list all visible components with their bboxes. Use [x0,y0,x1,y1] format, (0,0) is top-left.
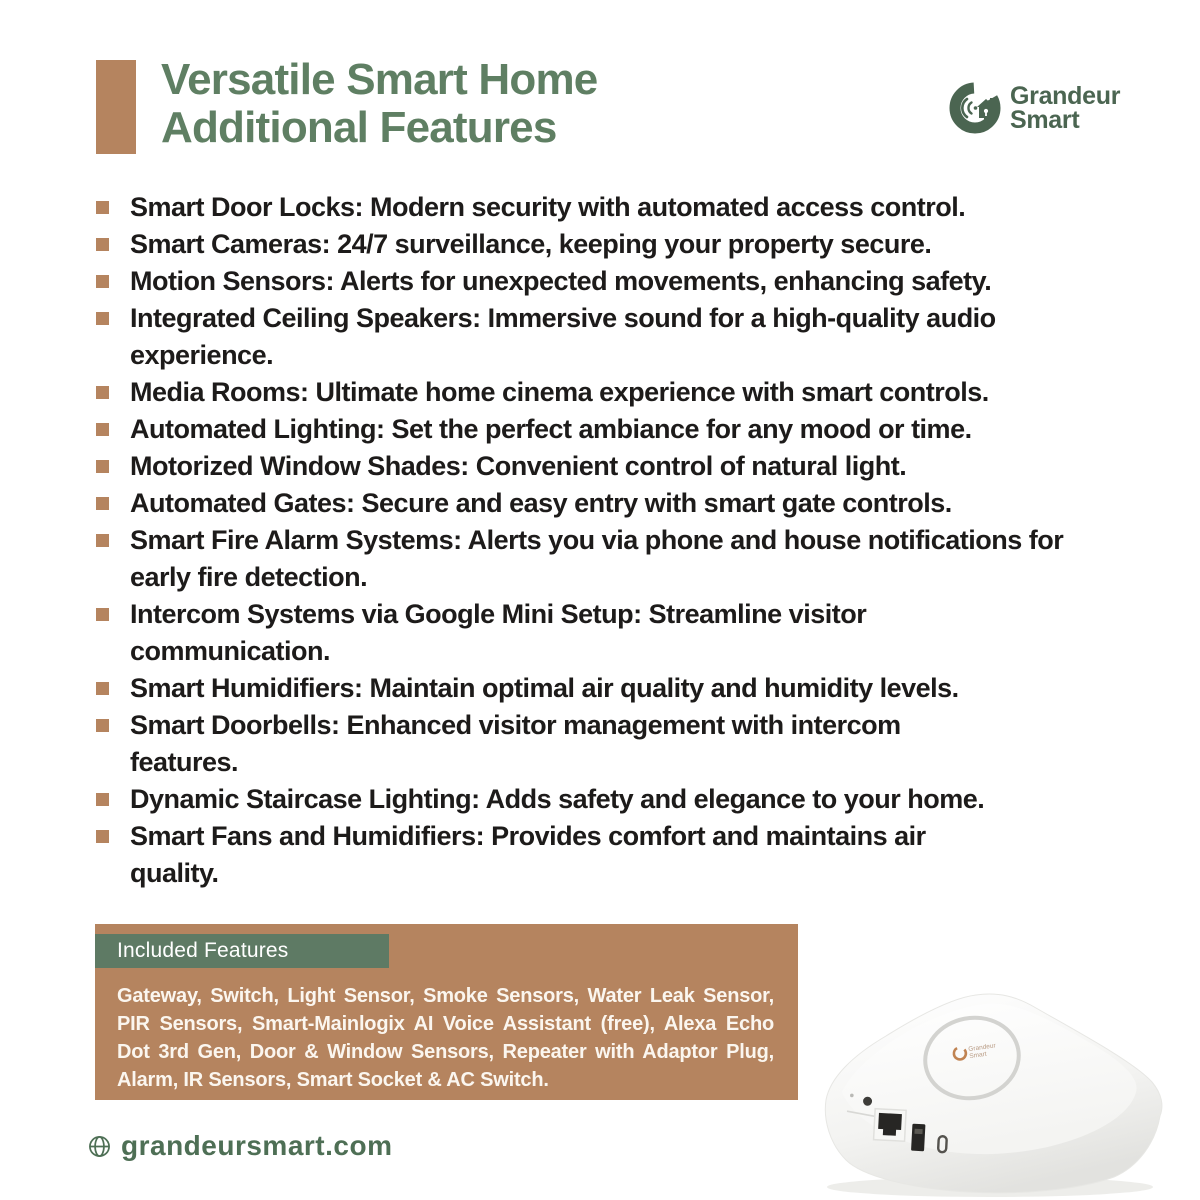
feature-item [96,300,1116,374]
feature-text: Smart Humidifiers: Maintain optimal air quality and humidity levels. [130,673,959,703]
page-title-line1: Versatile Smart Home [161,55,598,104]
bullet-square-icon [96,238,109,251]
bullet-square-icon [96,312,109,325]
included-features-text: Gateway, Switch, Light Sensor, Smoke Sensors, Water Leak Sensor, PIR Sensors, Smart-Mainlogix AI Voice Assistant (free), Alexa Echo Dot 3rd Gen, Door & Window Sensors, Repeater with Adaptor Plug, Alarm, IR Sensors, Smart Socket & AC Switch. [117,985,774,1091]
house-icon [977,98,995,118]
features-list [96,189,1116,892]
bullet-square-icon [96,608,109,621]
feature-text: Smart Doorbells: Enhanced visitor management with intercom features. [130,710,901,777]
included-features-box [95,924,798,1100]
footer [88,1130,392,1162]
feature-text: Automated Gates: Secure and easy entry with smart gate controls. [130,488,952,518]
feature-item [96,189,1116,226]
globe-icon [88,1135,111,1158]
page-title-line2: Additional Features [161,103,557,152]
feature-item [96,818,1016,892]
title-accent-bar [96,60,136,154]
feature-text: Smart Door Locks: Modern security with automated access control. [130,192,966,222]
smart-hub-product-image [800,982,1180,1200]
feature-text: Media Rooms: Ultimate home cinema experience with smart controls. [130,377,989,407]
bullet-square-icon [96,793,109,806]
feature-item [96,596,1056,670]
feature-text: Intercom Systems via Google Mini Setup: Streamline visitor communication. [130,599,867,666]
brand-name [1010,84,1120,132]
feature-item [96,485,1116,522]
feature-item [96,411,1116,448]
ethernet-port-icon [874,1109,907,1142]
feature-text: Integrated Ceiling Speakers: Immersive sound for a high-quality audio experience. [130,303,996,370]
feature-text: Dynamic Staircase Lighting: Adds safety and elegance to your home. [130,784,985,814]
feature-item [96,448,1116,485]
bullet-square-icon [96,534,109,547]
feature-item [96,522,1096,596]
website-link: grandeursmart.com [121,1130,393,1161]
feature-text: Automated Lighting: Set the perfect ambiance for any mood or time. [130,414,972,444]
feature-item [96,263,1116,300]
feature-item [96,226,1116,263]
bullet-square-icon [96,386,109,399]
feature-text: Smart Fans and Humidifiers: Provides comfort and maintains air quality. [130,821,926,888]
feature-item [96,374,1116,411]
feature-text: Motion Sensors: Alerts for unexpected movements, enhancing safety. [130,266,992,296]
bullet-square-icon [96,682,109,695]
brand-name-line2: Smart [1010,106,1080,134]
bullet-square-icon [96,423,109,436]
wifi-dot-icon [974,106,978,110]
brand-logo [946,76,1120,140]
feature-text: Smart Cameras: 24/7 surveillance, keeping your property secure. [130,229,932,259]
feature-text: Smart Fire Alarm Systems: Alerts you via phone and house notifications for early fire detection. [130,525,1064,592]
device-badge-line2: Smart [968,1050,988,1061]
bullet-square-icon [96,460,109,473]
device-badge-line1: Grandeur [967,1042,997,1054]
feature-item [96,670,1116,707]
brand-name-line1: Grandeur [1010,82,1121,110]
brand-logo-icon [946,76,1006,140]
wifi-wave-icon [962,99,967,117]
bullet-square-icon [96,275,109,288]
bullet-square-icon [96,719,109,732]
feature-item [96,707,996,781]
wifi-wave-icon [968,103,971,114]
included-features-header: Included Features [95,934,389,968]
usb-a-port-icon [911,1124,925,1152]
bullet-square-icon [96,830,109,843]
feature-text: Motorized Window Shades: Convenient control of natural light. [130,451,907,481]
bullet-square-icon [96,497,109,510]
bullet-square-icon [96,201,109,214]
feature-item [96,781,1116,818]
page-title [161,56,597,152]
